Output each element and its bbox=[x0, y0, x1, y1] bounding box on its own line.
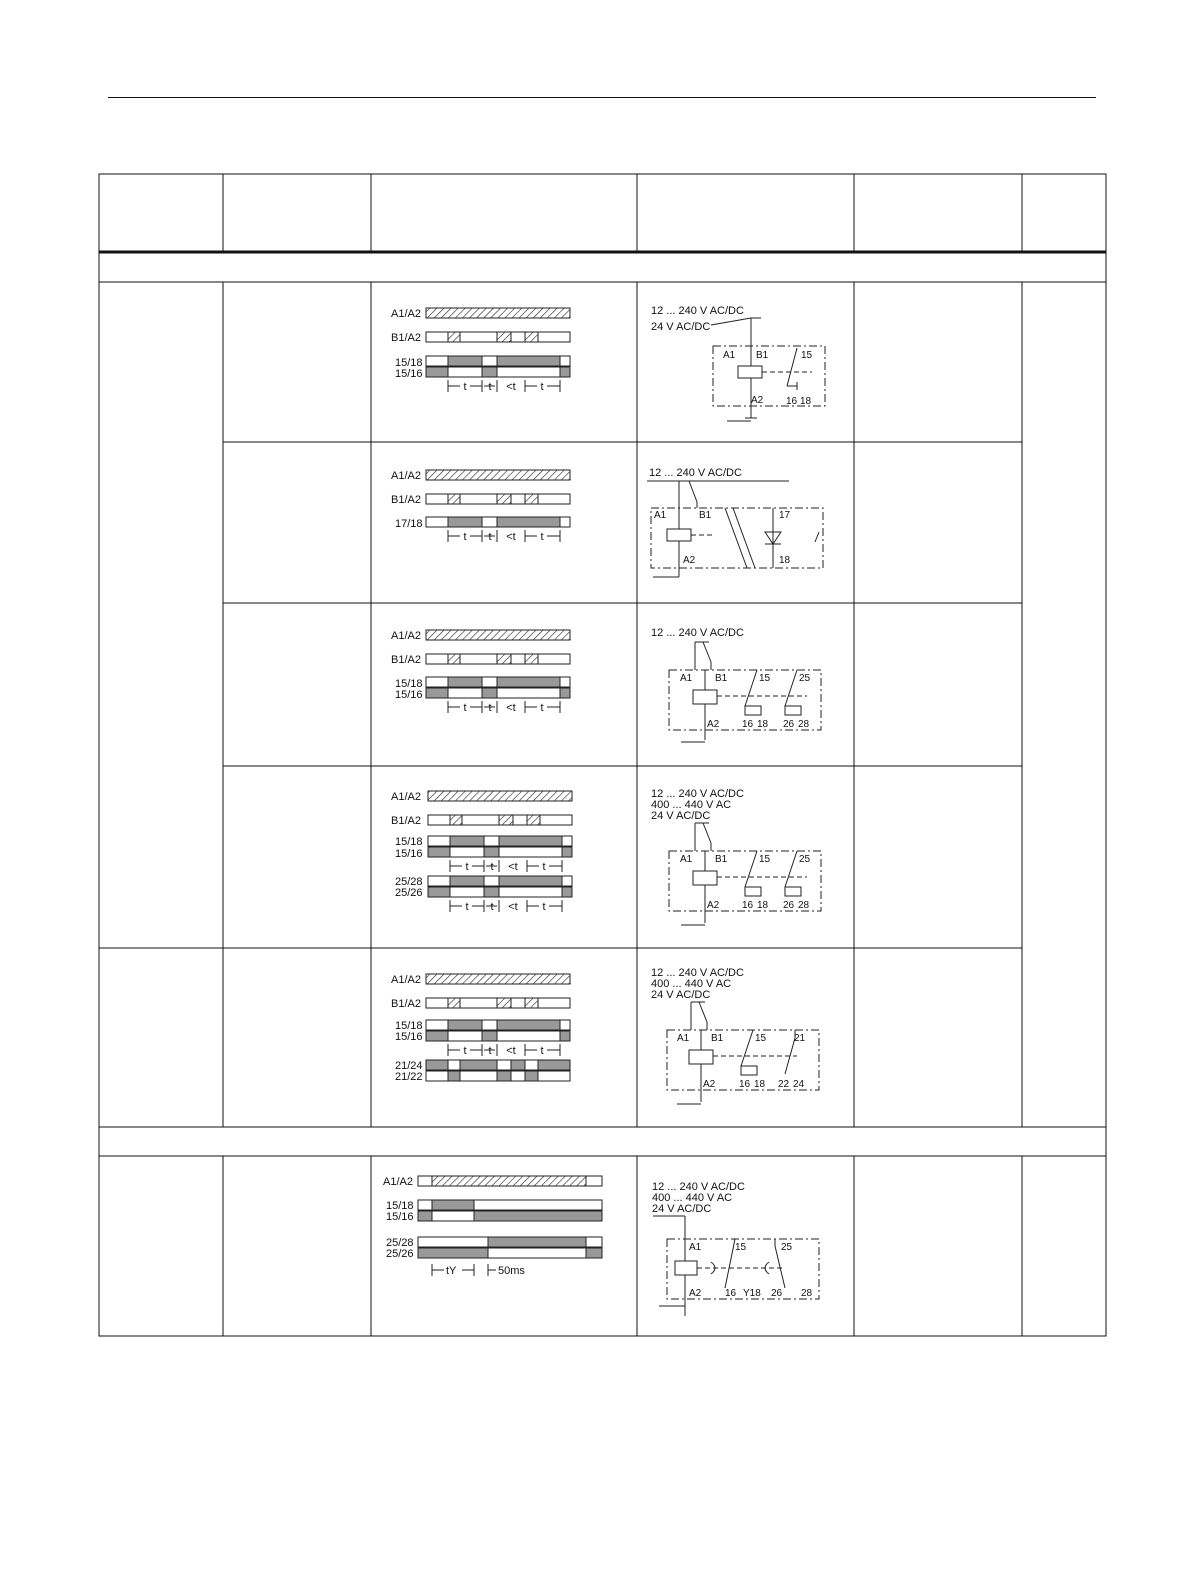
supply-label: 12 ... 240 V AC/DC bbox=[649, 467, 742, 479]
terminal-label: A2 bbox=[751, 395, 764, 406]
supply-label: 24 V AC/DC bbox=[651, 989, 711, 1001]
signal-label: 15/16 bbox=[395, 848, 423, 860]
signal-label: 15/16 bbox=[386, 1211, 414, 1223]
terminal-label: 28 bbox=[801, 1288, 813, 1299]
supply-label: 24 V AC/DC bbox=[651, 810, 711, 822]
signal-label: 15/18 bbox=[386, 1200, 414, 1212]
circuit-diagram-row-2 bbox=[647, 462, 847, 592]
signal-label: 25/26 bbox=[395, 887, 423, 899]
terminal-label: 16 bbox=[725, 1288, 737, 1299]
signal-label: A1/A2 bbox=[391, 630, 421, 642]
interval-label: t bbox=[490, 901, 494, 913]
terminal-label: 16 bbox=[742, 900, 754, 911]
terminal-label: B1 bbox=[756, 350, 769, 361]
supply-label: 12 ... 240 V AC/DC bbox=[651, 305, 744, 317]
terminal-label: 28 bbox=[798, 719, 810, 730]
timing-diagram-row-2 bbox=[388, 462, 578, 552]
signal-label: 17/18 bbox=[395, 518, 423, 530]
signal-label: A1/A2 bbox=[391, 791, 421, 803]
signal-label: 15/18 bbox=[395, 678, 423, 690]
timing-diagram-row-3 bbox=[388, 622, 578, 722]
signal-label: A1/A2 bbox=[391, 470, 421, 482]
terminal-label: B1 bbox=[715, 673, 728, 684]
terminal-label: A2 bbox=[707, 900, 720, 911]
signal-label: 15/18 bbox=[395, 357, 423, 369]
terminal-label: 15 bbox=[755, 1033, 767, 1044]
interval-label: 50ms bbox=[498, 1265, 525, 1277]
supply-label: 400 ... 440 V AC bbox=[651, 978, 732, 990]
terminal-label: 25 bbox=[799, 854, 811, 865]
supply-label: 400 ... 440 V AC bbox=[651, 799, 732, 811]
interval-label: t bbox=[488, 381, 492, 393]
interval-label: t bbox=[463, 381, 467, 393]
terminal-label: 16 bbox=[786, 396, 798, 407]
terminal-label: A2 bbox=[707, 719, 720, 730]
interval-label: t bbox=[488, 1045, 492, 1057]
interval-label: <t bbox=[506, 531, 516, 543]
interval-label: t bbox=[488, 531, 492, 543]
circuit-diagram-row-1 bbox=[647, 300, 847, 430]
circuit-diagram-row-6 bbox=[647, 1176, 847, 1326]
terminal-label: 16 bbox=[742, 719, 754, 730]
signal-label: B1/A2 bbox=[391, 494, 421, 506]
terminal-label: B1 bbox=[711, 1033, 724, 1044]
terminal-label: 16 bbox=[739, 1079, 751, 1090]
terminal-label: 18 bbox=[754, 1079, 766, 1090]
terminal-label: 15 bbox=[801, 350, 813, 361]
interval-label: t bbox=[540, 1045, 544, 1057]
interval-label: t bbox=[488, 702, 492, 714]
terminal-label: 15 bbox=[759, 854, 771, 865]
signal-label: 25/28 bbox=[386, 1237, 414, 1249]
terminal-label: 21 bbox=[794, 1033, 806, 1044]
circuit-diagram-row-5 bbox=[647, 962, 847, 1112]
supply-label: 400 ... 440 V AC bbox=[652, 1192, 733, 1204]
signal-label: B1/A2 bbox=[391, 998, 421, 1010]
signal-label: 21/22 bbox=[395, 1071, 423, 1083]
signal-label: 15/16 bbox=[395, 689, 423, 701]
signal-label: 15/18 bbox=[395, 1020, 423, 1032]
terminal-label: 18 bbox=[779, 555, 791, 566]
circuit-diagram-row-4 bbox=[647, 783, 847, 933]
terminal-label: 18 bbox=[757, 719, 769, 730]
interval-label: t bbox=[463, 1045, 467, 1057]
interval-label: t bbox=[540, 381, 544, 393]
terminal-label: B1 bbox=[715, 854, 728, 865]
timing-diagram-row-1 bbox=[388, 300, 578, 400]
supply-label: 12 ... 240 V AC/DC bbox=[652, 1181, 745, 1193]
interval-label: t bbox=[490, 861, 494, 873]
timing-diagram-row-5 bbox=[388, 966, 578, 1086]
signal-label: 15/16 bbox=[395, 1031, 423, 1043]
interval-label: t bbox=[465, 901, 469, 913]
interval-label: t bbox=[463, 702, 467, 714]
signal-label: A1/A2 bbox=[383, 1176, 413, 1188]
interval-label: t bbox=[540, 702, 544, 714]
terminal-label: A1 bbox=[723, 350, 736, 361]
circuit-diagram-row-3 bbox=[647, 622, 847, 752]
supply-label: 12 ... 240 V AC/DC bbox=[651, 967, 744, 979]
terminal-label: 26 bbox=[771, 1288, 783, 1299]
terminal-label: 25 bbox=[799, 673, 811, 684]
terminal-label: A1 bbox=[677, 1033, 690, 1044]
terminal-label: B1 bbox=[699, 510, 712, 521]
supply-label: 24 V AC/DC bbox=[651, 321, 711, 333]
terminal-label: 15 bbox=[735, 1242, 747, 1253]
interval-label: t bbox=[540, 531, 544, 543]
interval-label: t bbox=[463, 531, 467, 543]
terminal-label: 26 bbox=[783, 719, 795, 730]
interval-label: <t bbox=[506, 1045, 516, 1057]
signal-label: 25/28 bbox=[395, 876, 423, 888]
signal-label: A1/A2 bbox=[391, 308, 421, 320]
interval-label: <t bbox=[508, 901, 518, 913]
terminal-label: 22 bbox=[778, 1079, 790, 1090]
interval-label: <t bbox=[508, 861, 518, 873]
terminal-label: 24 bbox=[793, 1079, 805, 1090]
interval-label: <t bbox=[506, 381, 516, 393]
supply-label: 24 V AC/DC bbox=[652, 1203, 712, 1215]
signal-label: B1/A2 bbox=[391, 654, 421, 666]
signal-label: B1/A2 bbox=[391, 815, 421, 827]
interval-label: <t bbox=[506, 702, 516, 714]
signal-label: B1/A2 bbox=[391, 332, 421, 344]
terminal-label: 17 bbox=[779, 510, 791, 521]
signal-label: 25/26 bbox=[386, 1248, 414, 1260]
interval-label: t bbox=[465, 861, 469, 873]
interval-label: t bbox=[542, 901, 546, 913]
terminal-label: A2 bbox=[689, 1288, 702, 1299]
terminal-label: 28 bbox=[798, 900, 810, 911]
terminal-label: 26 bbox=[783, 900, 795, 911]
interval-label: t bbox=[542, 861, 546, 873]
supply-label: 12 ... 240 V AC/DC bbox=[651, 788, 744, 800]
terminal-label: 18 bbox=[800, 396, 812, 407]
terminal-label: 18 bbox=[757, 900, 769, 911]
timing-diagram-row-4 bbox=[388, 783, 578, 923]
terminal-label: 15 bbox=[759, 673, 771, 684]
signal-label: A1/A2 bbox=[391, 974, 421, 986]
signal-label: 15/16 bbox=[395, 368, 423, 380]
terminal-label: Y18 bbox=[743, 1288, 761, 1299]
terminal-label: A1 bbox=[680, 673, 693, 684]
terminal-label: A1 bbox=[654, 510, 667, 521]
supply-label: 12 ... 240 V AC/DC bbox=[651, 627, 744, 639]
interval-label: tY bbox=[446, 1265, 457, 1277]
terminal-label: 25 bbox=[781, 1242, 793, 1253]
terminal-label: A2 bbox=[703, 1079, 716, 1090]
terminal-label: A1 bbox=[680, 854, 693, 865]
signal-label: 15/18 bbox=[395, 836, 423, 848]
timing-diagram-row-6 bbox=[380, 1170, 610, 1280]
terminal-label: A1 bbox=[689, 1242, 702, 1253]
signal-label: 21/24 bbox=[395, 1060, 423, 1072]
terminal-label: A2 bbox=[683, 555, 696, 566]
